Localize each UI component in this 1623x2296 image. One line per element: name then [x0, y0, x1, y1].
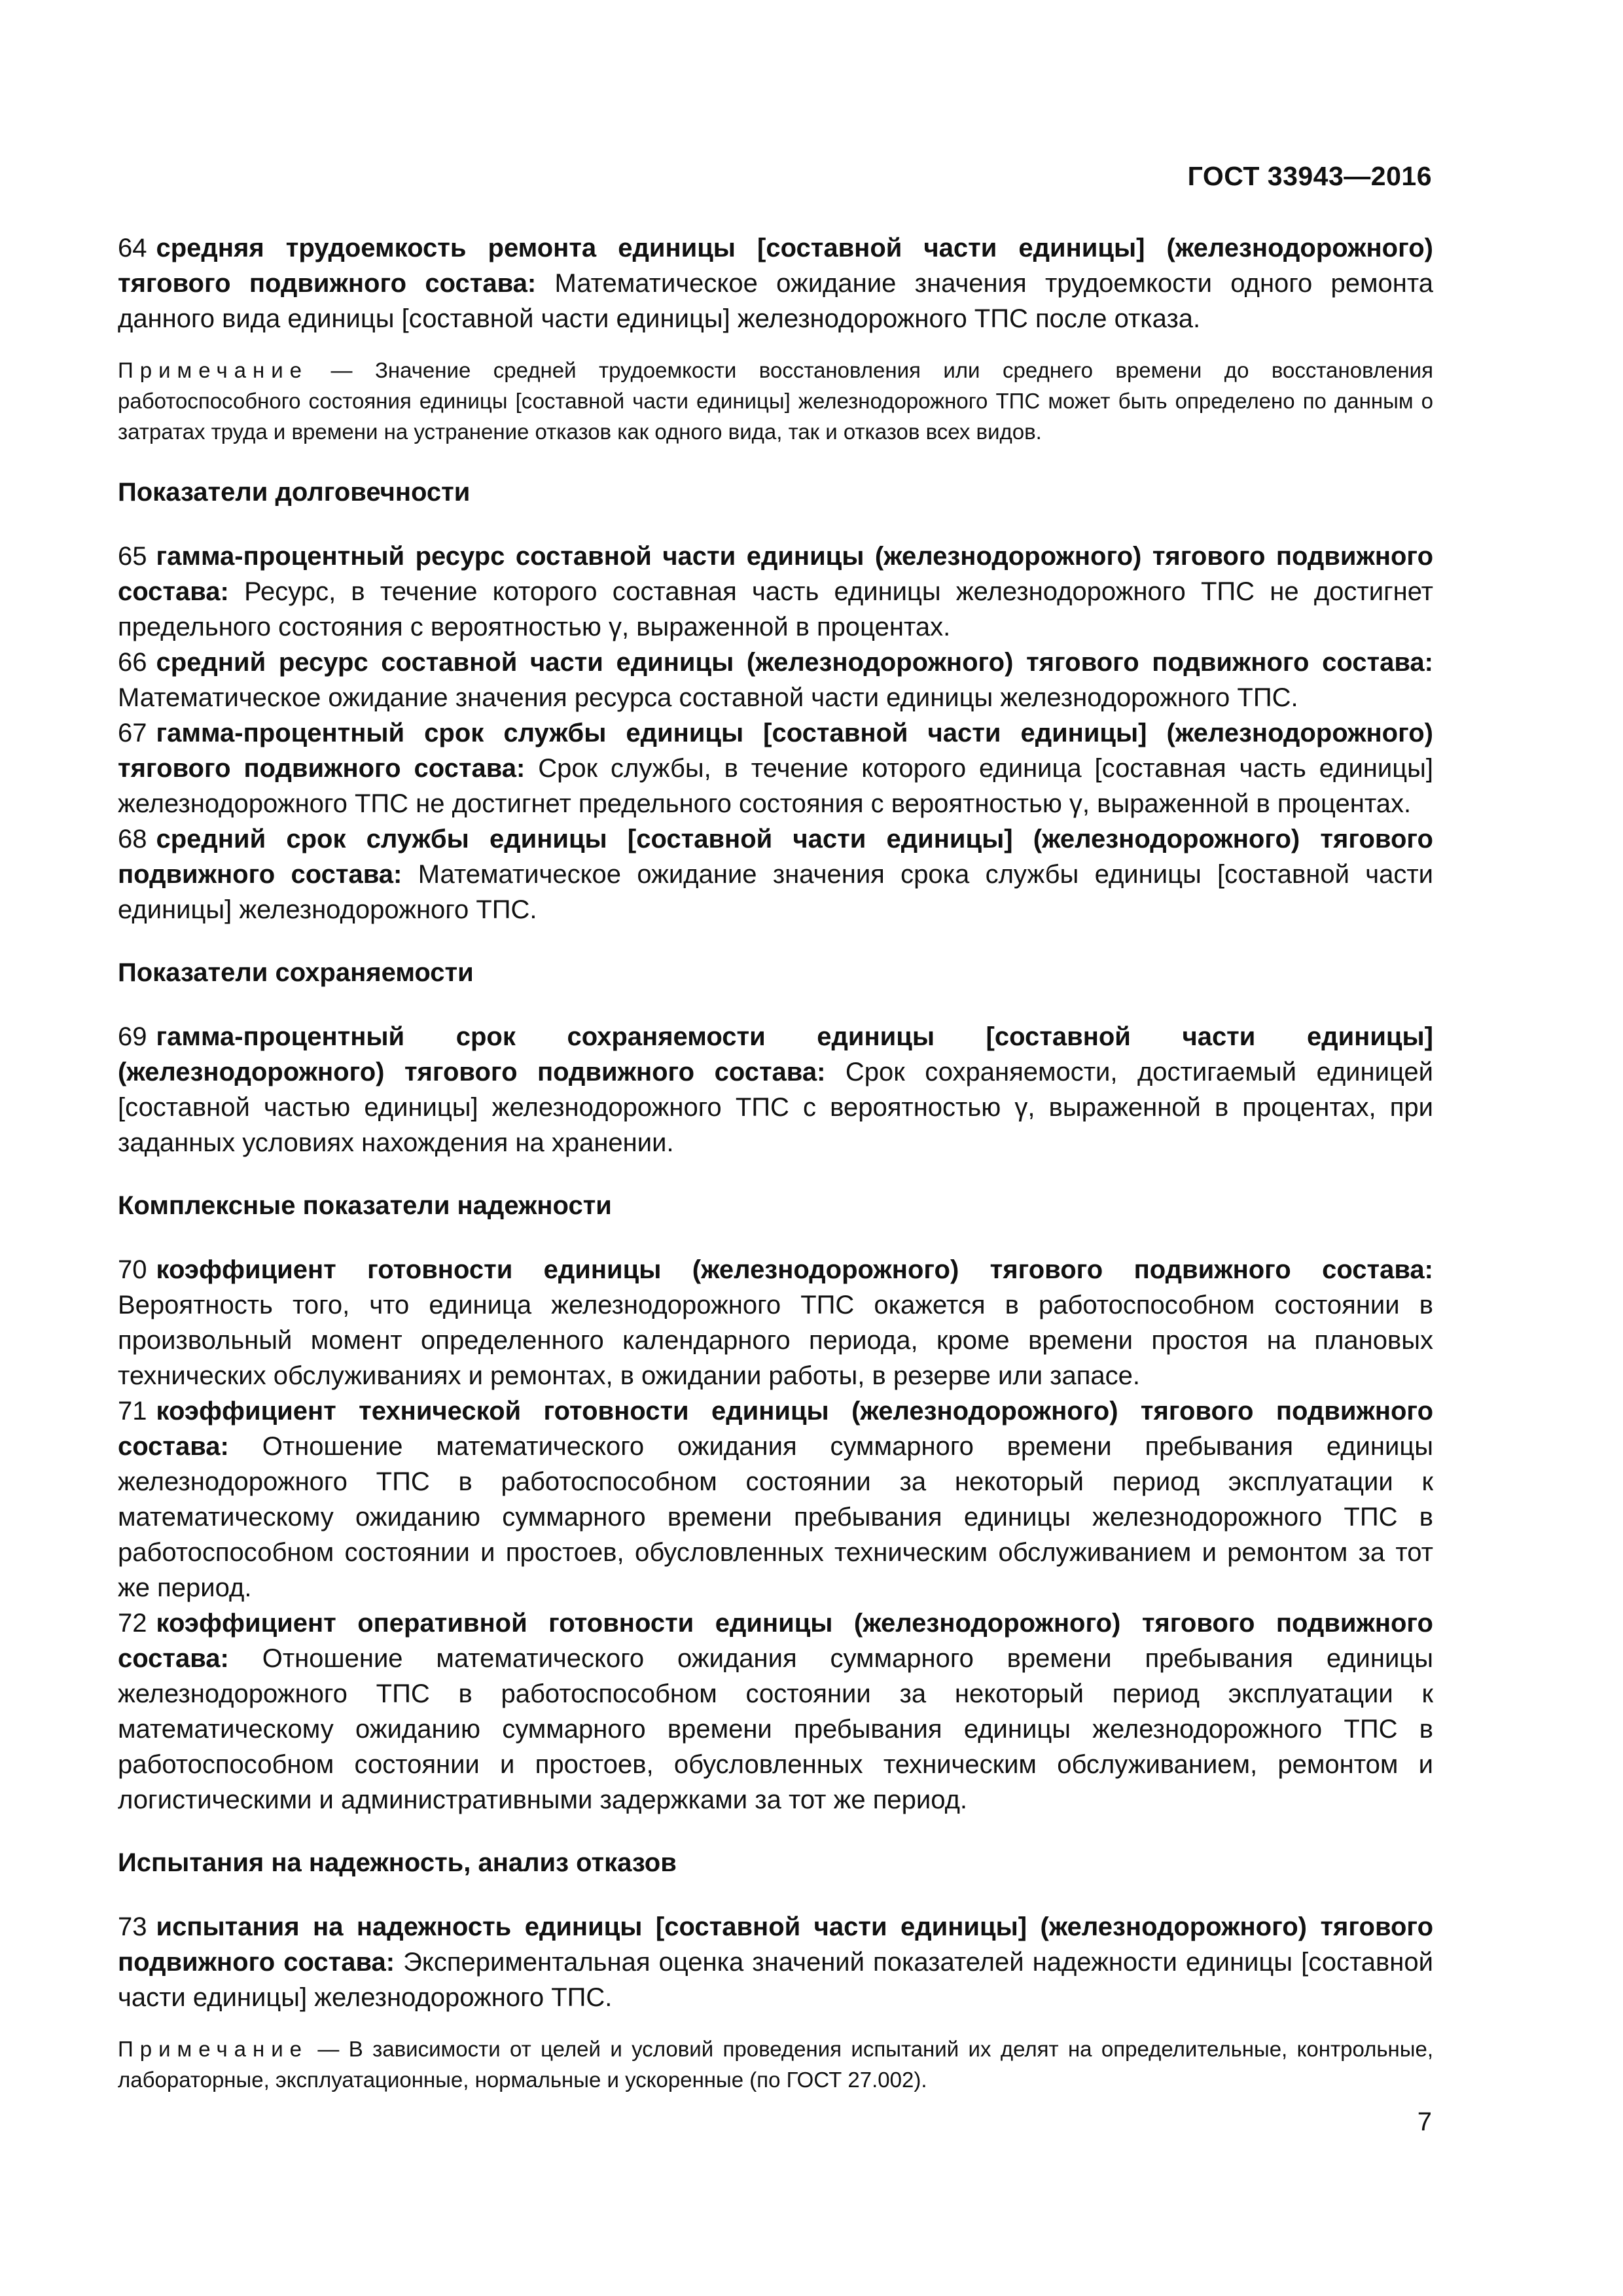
term-number: 69	[118, 1022, 147, 1051]
term-title: коэффициент технической готовности единицы (железнодорожного) тягового подвижного состава:	[118, 1397, 1433, 1461]
term-definition: Срок сохраняемости, достигаемый единицей [составной частью единицы] железнодорожного ТПС с вероятностью γ, выраженной в процентах, при заданных условиях нахождения на хранении.	[118, 1058, 1433, 1157]
term-number: 73	[118, 1912, 147, 1941]
term-entry-68	[118, 821, 1433, 927]
note-dash: —	[308, 2037, 349, 2061]
term-entry-67	[118, 715, 1433, 821]
term-definition: Математическое ожидание значения ресурса составной части единицы железнодорожного ТПС.	[118, 683, 1298, 712]
term-number: 68	[118, 825, 147, 853]
section-heading: Показатели сохраняемости	[118, 958, 474, 987]
note-text: Значение средней трудоемкости восстановления или среднего времени до восстановления работоспособного состояния единицы [составной части единицы] железнодорожного ТПС может быть определено по данным о затратах труда и времени на устранение отказов как одного вида, так и отказов всех видов.	[118, 358, 1433, 444]
term-entry-73	[118, 1909, 1433, 2015]
term-definition: Экспериментальная оценка значений показателей надежности единицы [составной части единицы] железнодорожного ТПС.	[118, 1948, 1433, 2012]
term-title: коэффициент оперативной готовности единицы (железнодорожного) тягового подвижного состава:	[118, 1609, 1433, 1673]
term-entry-65	[118, 539, 1433, 645]
term-title: испытания на надежность единицы [составной части единицы] (железнодорожного) тягового подвижного состава:	[118, 1912, 1433, 1977]
term-title: коэффициент готовности единицы (железнодорожного) тягового подвижного состава:	[156, 1255, 1433, 1284]
term-entry-72	[118, 1605, 1433, 1818]
term-definition: Математическое ожидание значения срока службы единицы [составной части единицы] железнодорожного ТПС.	[118, 860, 1433, 924]
term-title: гамма-процентный ресурс составной части единицы (железнодорожного) тягового подвижного состава:	[118, 542, 1433, 606]
term-number: 72	[118, 1609, 147, 1638]
term-title: гамма-процентный срок сохраняемости единицы [составной части единицы] (железнодорожного) тягового подвижного состава:	[118, 1022, 1433, 1086]
term-definition: Срок службы, в течение которого единица [составная часть единицы] железнодорожного ТПС не достигнет предельного состояния с вероятностью γ, выраженной в процентах.	[118, 754, 1433, 818]
note-label: Примечание	[118, 2037, 309, 2061]
term-number: 65	[118, 542, 147, 571]
note-label: Примечание	[118, 358, 309, 382]
term-definition: Отношение математического ожидания суммарного времени пребывания единицы железнодорожного ТПС в работоспособном состоянии за некоторый период эксплуатации к математическому ожиданию суммарного времени пребывания единицы железнодорожного ТПС в работоспособном состоянии и простоев, обусловленных техническим обслуживанием и ремонтом за тот же период.	[118, 1432, 1433, 1602]
term-number: 66	[118, 648, 147, 677]
term-entry-69	[118, 1019, 1433, 1160]
section-heading: Испытания на надежность, анализ отказов	[118, 1848, 677, 1877]
term-definition: Математическое ожидание значения трудоемкости одного ремонта данного вида единицы [составной части единицы] железнодорожного ТПС после отказа.	[118, 269, 1433, 333]
section-heading: Показатели долговечности	[118, 478, 471, 507]
term-definition: Ресурс, в течение которого составная часть единицы железнодорожного ТПС не достигнет предельного состояния с вероятностью γ, выраженной в процентах.	[118, 577, 1433, 641]
note	[118, 355, 1433, 447]
note-text: В зависимости от целей и условий проведения испытаний их делят на определительные, контрольные, лабораторные, эксплуатационные, нормальные и ускоренные (по ГОСТ 27.002).	[118, 2037, 1433, 2092]
term-title: средний ресурс составной части единицы (железнодорожного) тягового подвижного состава:	[156, 648, 1433, 677]
note-dash: —	[308, 358, 375, 382]
document-body	[118, 230, 1433, 2095]
term-definition: Вероятность того, что единица железнодорожного ТПС окажется в работоспособном состоянии в произвольный момент определенного календарного периода, кроме времени простоя на плановых технических обслуживаниях и ремонтах, в ожидании работы, в резерве или запасе.	[118, 1291, 1433, 1390]
term-title: средний срок службы единицы [составной части единицы] (железнодорожного) тягового подвижного состава:	[118, 825, 1433, 889]
term-entry-71	[118, 1393, 1433, 1605]
page-number: 7	[1417, 2108, 1432, 2136]
term-entry-70	[118, 1252, 1433, 1393]
term-entry-64	[118, 230, 1433, 336]
term-definition: Отношение математического ожидания суммарного времени пребывания единицы железнодорожного ТПС в работоспособном состоянии за некоторый период эксплуатации к математическому ожиданию суммарного времени пребывания единицы железнодорожного ТПС в работоспособном состоянии и простоев, обусловленных техническим обслуживанием, ремонтом и логистическими и административными задержками за тот же период.	[118, 1644, 1433, 1814]
term-entry-66	[118, 645, 1433, 715]
section-heading: Комплексные показатели надежности	[118, 1191, 612, 1220]
term-number: 67	[118, 719, 147, 747]
term-title: гамма-процентный срок службы единицы [составной части единицы] (железнодорожного) тягового подвижного состава:	[118, 719, 1433, 783]
term-title: средняя трудоемкость ремонта единицы [составной части единицы] (железнодорожного) тягового подвижного состава:	[118, 234, 1433, 298]
term-number: 70	[118, 1255, 147, 1284]
term-number: 71	[118, 1397, 147, 1426]
term-number: 64	[118, 234, 147, 262]
document-code: ГОСТ 33943—2016	[1187, 161, 1432, 191]
note	[118, 2034, 1433, 2095]
